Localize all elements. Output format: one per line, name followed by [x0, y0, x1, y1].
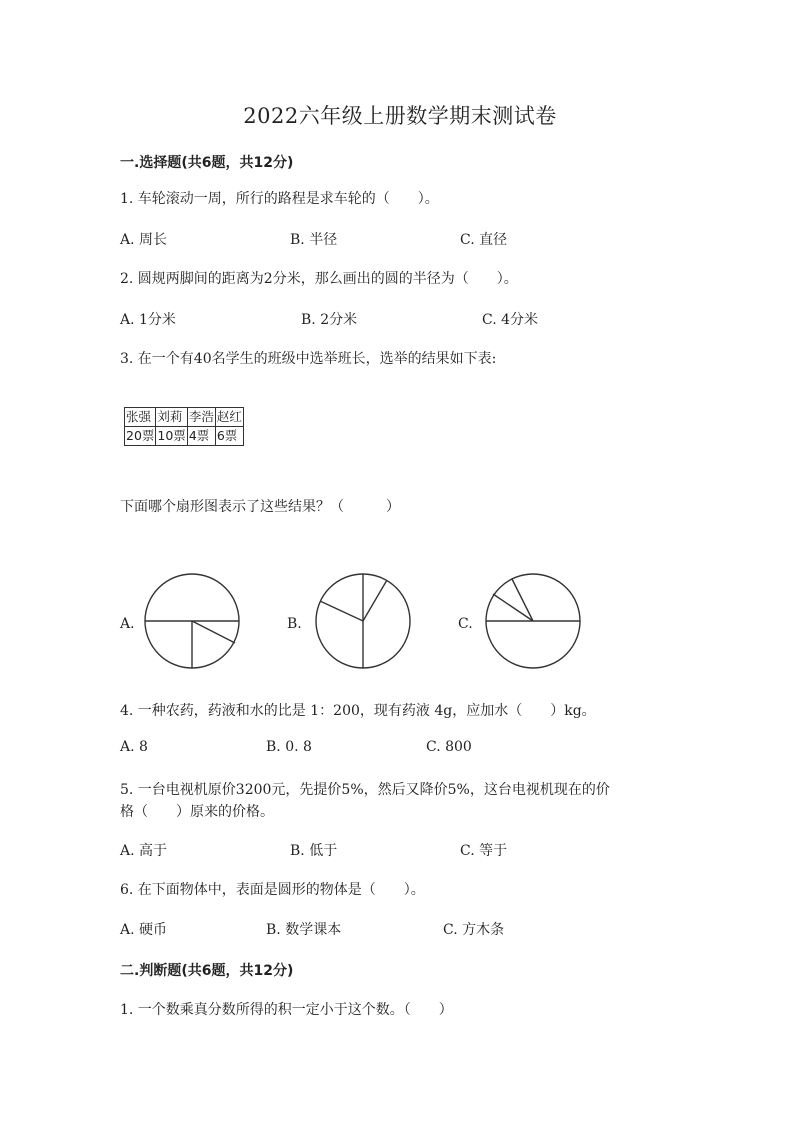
- question-5-text-line2: 格（ ）原来的价格。: [120, 804, 274, 820]
- question-1-option-a[interactable]: A. 周长: [120, 232, 168, 248]
- pie-chart-c: [483, 573, 583, 673]
- pie-option-c-label[interactable]: C.: [458, 616, 473, 632]
- vote-table-name: 赵红: [215, 408, 243, 427]
- question-2-option-a[interactable]: A. 1分米: [120, 312, 176, 328]
- question-5-option-b[interactable]: B. 低于: [290, 843, 338, 859]
- pie-a-radius-diag: [192, 621, 235, 643]
- vote-table-votes: 20票: [125, 427, 156, 446]
- question-6-option-b[interactable]: B. 数学课本: [266, 922, 342, 938]
- pie-chart-a: [140, 573, 244, 673]
- vote-table-names-row: [125, 408, 244, 427]
- pie-option-b-label[interactable]: B.: [287, 616, 302, 632]
- question-2-option-b[interactable]: B. 2分米: [301, 312, 358, 328]
- question-5-text-line1: 5. 一台电视机原价3200元，先提价5%，然后又降价5%，这台电视机现在的价: [120, 782, 610, 798]
- pie-b-radius-right: [363, 580, 387, 621]
- vote-table-name: 李浩: [187, 408, 215, 427]
- vote-table-votes-row: [125, 427, 244, 446]
- question-6-text: 6. 在下面物体中，表面是圆形的物体是（ ）。: [120, 882, 425, 898]
- pie-b-radius-left: [320, 601, 363, 621]
- question-4-text: 4. 一种农药，药液和水的比是 1：200，现有药液 4g，应加水（ ）kg。: [120, 703, 596, 719]
- section-heading-judgment: 二.判断题(共6题，共12分): [120, 963, 294, 979]
- vote-table-name: 张强: [125, 408, 156, 427]
- vote-table-name: 刘莉: [156, 408, 187, 427]
- pie-chart-b: [313, 573, 413, 673]
- question-6-option-a[interactable]: A. 硬币: [120, 922, 168, 938]
- question-1-option-b[interactable]: B. 半径: [290, 232, 338, 248]
- question-1-option-c[interactable]: C. 直径: [460, 232, 508, 248]
- question-4-option-c[interactable]: C. 800: [426, 739, 472, 755]
- question-5-option-a[interactable]: A. 高于: [120, 843, 168, 859]
- question-5-option-c[interactable]: C. 等于: [460, 843, 508, 859]
- page-title: 2022六年级上册数学期末测试卷: [243, 104, 557, 128]
- question-4-option-a[interactable]: A. 8: [120, 739, 148, 755]
- vote-table-votes: 4票: [187, 427, 215, 446]
- question-3-text: 3. 在一个有40名学生的班级中选举班长，选举的结果如下表:: [120, 351, 497, 367]
- question-1-text: 1. 车轮滚动一周，所行的路程是求车轮的（ ）。: [120, 191, 439, 207]
- vote-table-votes: 6票: [215, 427, 243, 446]
- question-6-option-c[interactable]: C. 方木条: [443, 922, 505, 938]
- vote-table-votes: 10票: [156, 427, 187, 446]
- question-2-option-c[interactable]: C. 4分米: [482, 312, 539, 328]
- question-4-option-b[interactable]: B. 0. 8: [266, 739, 312, 755]
- vote-table: [124, 407, 244, 446]
- section-heading-choice: 一.选择题(共6题，共12分): [120, 155, 294, 171]
- question-2-text: 2. 圆规两脚间的距离为2分米，那么画出的圆的半径为（ ）。: [120, 271, 518, 287]
- judgment-1-text: 1. 一个数乘真分数所得的积一定小于这个数。（ ）: [120, 1002, 453, 1018]
- pie-option-a-label[interactable]: A.: [120, 616, 135, 632]
- question-3-pie-question: 下面哪个扇形图表示了这些结果？（ ）: [120, 499, 400, 515]
